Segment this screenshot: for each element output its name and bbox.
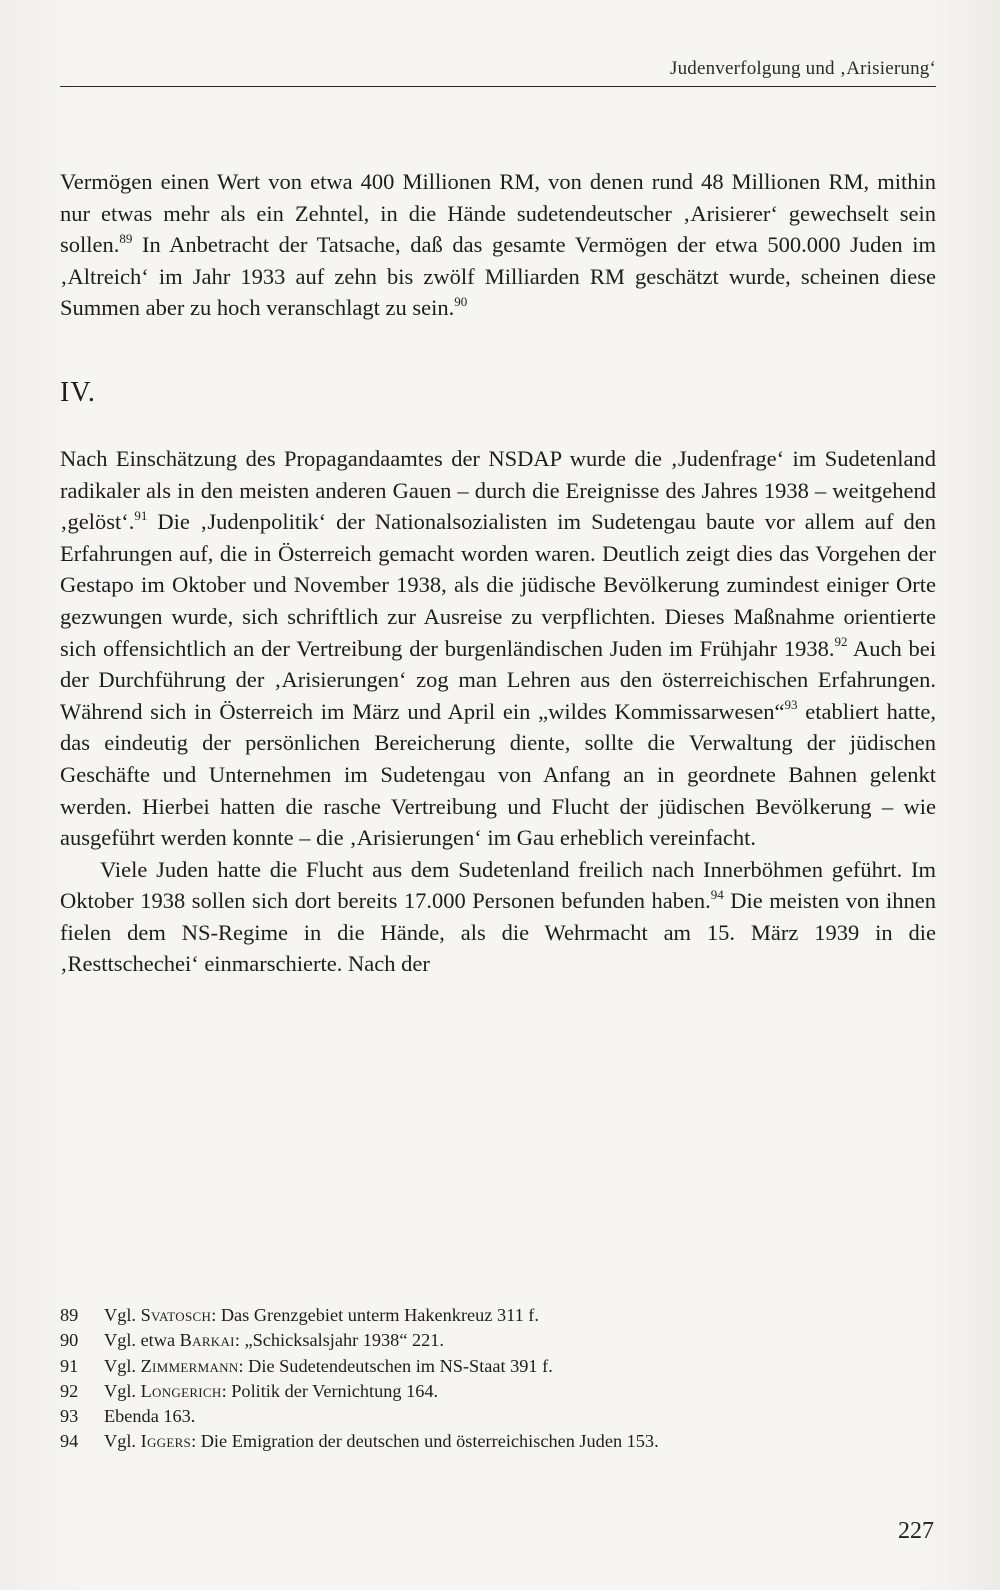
footnote-ref-91: 91 [134, 507, 148, 523]
footnote [60, 1379, 936, 1404]
footnote-author: Zimmermann [140, 1355, 239, 1376]
footnote [60, 1328, 936, 1353]
footnote-number: 89 [60, 1305, 79, 1325]
footnote-number: 93 [60, 1406, 79, 1427]
page-number: 227 [898, 1518, 934, 1544]
footnote-prefix: Vgl. [104, 1380, 141, 1401]
body-text [60, 166, 936, 980]
footnote-prefix: Ebenda 163. [104, 1406, 196, 1427]
footnotes [60, 1303, 936, 1455]
footnote-title: : Die Sudetendeutschen im NS-Staat 391 f. [238, 1355, 553, 1376]
footnote-prefix: Vgl. [104, 1355, 141, 1376]
footnote-text [104, 1303, 539, 1328]
footnote-author: Iggers [140, 1431, 192, 1452]
footnote-text [104, 1404, 195, 1429]
header-rule [60, 86, 936, 87]
footnote-title: : „Schicksalsjahr 1938“ 221. [234, 1330, 445, 1351]
footnote-text [104, 1379, 438, 1404]
paragraph-1 [60, 166, 936, 324]
footnote-number: 92 [60, 1380, 79, 1401]
footnote-text [104, 1429, 659, 1454]
paragraph-2-text-a: Nach Einschätzung des Propagandaamtes der NSDAP wurde die ‚Judenfrage‘ im Sudetenland radikaler als in den meisten anderen Gauen – durch die Ereignisse des Jahres 1938 – weitgehend ‚gelöst‘. [60, 445, 936, 535]
footnote-author: Svatosch [140, 1305, 212, 1325]
footnote-title: : Die Emigration der deutschen und österreichischen Juden 153. [191, 1431, 659, 1452]
paragraph-2-text-c: Auch bei der Durchführung der ‚Arisierungen‘ zog man Lehren aus den österreichischen Erfahrungen. Während sich in Österreich im März und April ein „wildes Kommissarwesen“ [60, 635, 937, 724]
footnote-author: Longerich [140, 1380, 222, 1401]
section-heading: IV. [60, 376, 96, 408]
paragraph-2-text-b: Die ‚Judenpolitik‘ der Nationalsozialisten im Sudetengau baute vor allem auf den Erfahrungen auf, die in Österreich gemacht worden waren. Deutlich zeigt dies das Vorgehen der Gestapo im Oktober und November 1938, als die jüdische Bevölkerung zumindest einiger Orte gezwungen wurde, sich schriftlich zur Ausreise zu verpflichten. Dieses Maßnahme orientierte sich offensichtlich an der Vertreibung der burgenländischen Juden im Frühjahr 1938. [60, 509, 936, 661]
paragraph-2 [60, 443, 936, 854]
footnote-number: 91 [60, 1355, 79, 1376]
footnote-author: Barkai [179, 1330, 235, 1351]
footnote-prefix: Vgl. etwa [104, 1330, 180, 1351]
footnote-title: : Politik der Vernichtung 164. [221, 1380, 439, 1401]
footnote-text [104, 1354, 553, 1379]
footnote-title: : Das Grenzgebiet unterm Hakenkreuz 311 f. [211, 1305, 539, 1325]
paragraph-1-text-a: Vermögen einen Wert von etwa 400 Millionen RM, von denen rund 48 Millionen RM, mithin nur etwas mehr als ein Zehntel, in die Hände sudetendeutscher ‚Arisierer‘ gewechselt sein sollen. [60, 169, 936, 258]
footnote-number: 94 [60, 1431, 79, 1452]
footnote-prefix: Vgl. [104, 1431, 141, 1452]
footnote-text [104, 1328, 444, 1353]
running-head: Judenverfolgung und ‚Arisierung‘ [669, 58, 936, 79]
footnote [60, 1429, 936, 1454]
footnote-ref-93: 93 [784, 697, 798, 713]
footnote-number: 90 [60, 1330, 79, 1351]
footnote-prefix: Vgl. [104, 1305, 141, 1325]
paragraph-1-text-b: In Anbetracht der Tatsache, daß das gesamte Vermögen der etwa 500.000 Juden im ‚Altreich‘ im Jahr 1933 auf zehn bis zwölf Milliarden RM geschätzt wurde, scheinen diese Summen aber zu hoch veranschlagt zu sein. [60, 232, 936, 321]
footnote [60, 1354, 936, 1379]
footnote-ref-94: 94 [710, 886, 724, 902]
footnote-ref-89: 89 [119, 230, 133, 246]
paragraph-3-text-a: Viele Juden hatte die Flucht aus dem Sudetenland freilich nach Innerböhmen geführt. Im Oktober 1938 sollen sich dort bereits 17.000 Personen befunden haben. [60, 856, 936, 914]
paragraph-3-text-b: Die meisten von ihnen fielen dem NS-Regime in die Hände, als die Wehrmacht am 15. März 1939 in die ‚Resttschechei‘ einmarschierte. Nach der [60, 888, 936, 977]
footnote-ref-92: 92 [834, 634, 848, 650]
footnote-ref-90: 90 [454, 293, 468, 309]
footnote [60, 1404, 936, 1429]
footnote [60, 1303, 936, 1328]
paragraph-2-text-d: etabliert hatte, das eindeutig der persönlichen Bereicherung diente, sollte die Verwaltung der jüdischen Geschäfte und Unternehmen im Sudetengau von Anfang an in geordnete Bahnen gelenkt werden. Hierbei hatten die rasche Vertreibung und Flucht der jüdischen Bevölkerung – wie ausgeführt werden konnte – die ‚Arisierungen‘ im Gau erheblich vereinfacht. [60, 698, 936, 851]
paragraph-3 [60, 854, 936, 980]
